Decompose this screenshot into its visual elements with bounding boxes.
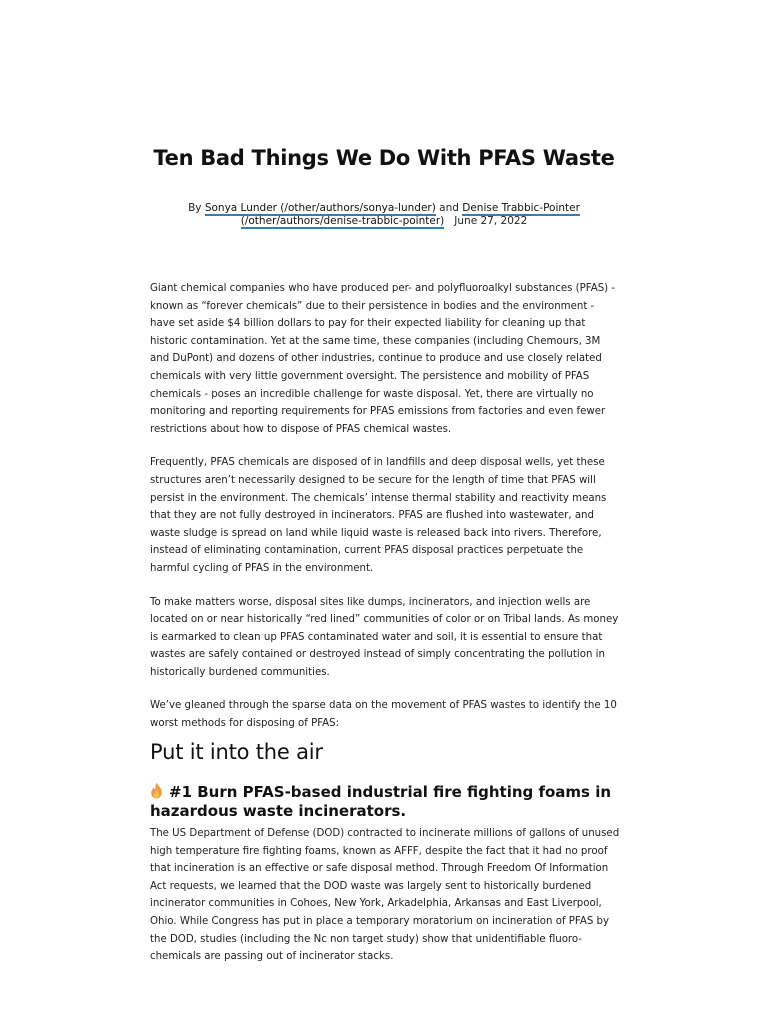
subheading-text: #1 Burn PFAS-based industrial fire fighting foams in hazardous waste incinerators. <box>150 783 612 820</box>
paragraph: The US Department of Defense (DOD) contracted to incinerate millions of gallons of unused high temperature fire fighting foams, known as AFFF, despite the fact that it had no proof that incineration is an effective or safe disposal method. Through Freedom Of Information Act requests, we learned that the DOD waste was largely sent to historically burdened incinerator communities in Cohoes, New York, Arkadelphia, Arkansas and East Liverpool, Ohio. While Congress has put in place a temporary moratorium on incineration of PFAS by the DOD, studies (including the Nc non target study) show that unidentifiable fluoro-chemicals are passing out of incinerator stacks. <box>150 828 620 963</box>
section-subheading <box>150 782 620 821</box>
publish-date <box>448 215 528 227</box>
section-heading: Put it into the air <box>150 740 323 764</box>
paragraph: We’ve gleaned through the sparse data on the movement of PFAS wastes to identify the 10 worst methods for disposing of PFAS: <box>150 700 617 730</box>
byline-joiner: and <box>435 202 463 214</box>
byline <box>0 202 768 228</box>
article-body <box>150 280 620 749</box>
author-link-denise-trabbic-pointer-path[interactable]: (/other/authors/denise-trabbic-pointer) <box>240 215 445 227</box>
publish-date-text: June 27, 2022 <box>454 215 528 227</box>
author-link-sonya-lunder[interactable]: Sonya Lunder (/other/authors/sonya-lunder) <box>204 202 436 214</box>
byline-prefix: By <box>188 202 205 214</box>
author-link-denise-trabbic-pointer[interactable]: Denise Trabbic-Pointer <box>462 202 580 214</box>
paragraph: To make matters worse, disposal sites like dumps, incinerators, and injection wells are located on or near historically “red lined” communities of color or on Tribal lands. As money is earmarked to clean up PFAS contaminated water and soil, it is essential to ensure that wastes are safely contained or destroyed instead of simply concentrating the pollution in historically burdened communities. <box>150 596 619 678</box>
paragraph: Frequently, PFAS chemicals are disposed of in landfills and deep disposal wells, yet these structures aren’t necessarily designed to be secure for the length of time that PFAS will persist in the environment. The chemicals’ intense thermal stability and reactivity means that they are not fully destroyed in incinerators. PFAS are flushed into wastewater, and waste sludge is spread on land while liquid waste is released back into rivers. Therefore, instead of eliminating contamination, current PFAS disposal practices perpetuate the harmful cycling of PFAS in the environment. <box>150 457 607 574</box>
paragraph: Giant chemical companies who have produced per- and polyfluoroalkyl substances (PFAS) - known as “forever chemicals” due to their persistence in bodies and the environment - have set aside $4 billion dollars to pay for their expected liability for cleaning up that historic contamination. Yet at the same time, these companies (including Chemours, 3M and DuPont) and dozens of other industries, continue to produce and use closely related chemicals with very little government oversight. The persistence and mobility of PFAS chemicals - poses an incredible challenge for waste disposal. Yet, there are virtually no monitoring and reporting requirements for PFAS emissions from factories and even fewer restrictions about how to dispose of PFAS chemical wastes. <box>150 283 616 435</box>
article-title: Ten Bad Things We Do With PFAS Waste <box>153 146 615 170</box>
fire-icon <box>150 782 163 799</box>
section-body <box>150 825 620 966</box>
